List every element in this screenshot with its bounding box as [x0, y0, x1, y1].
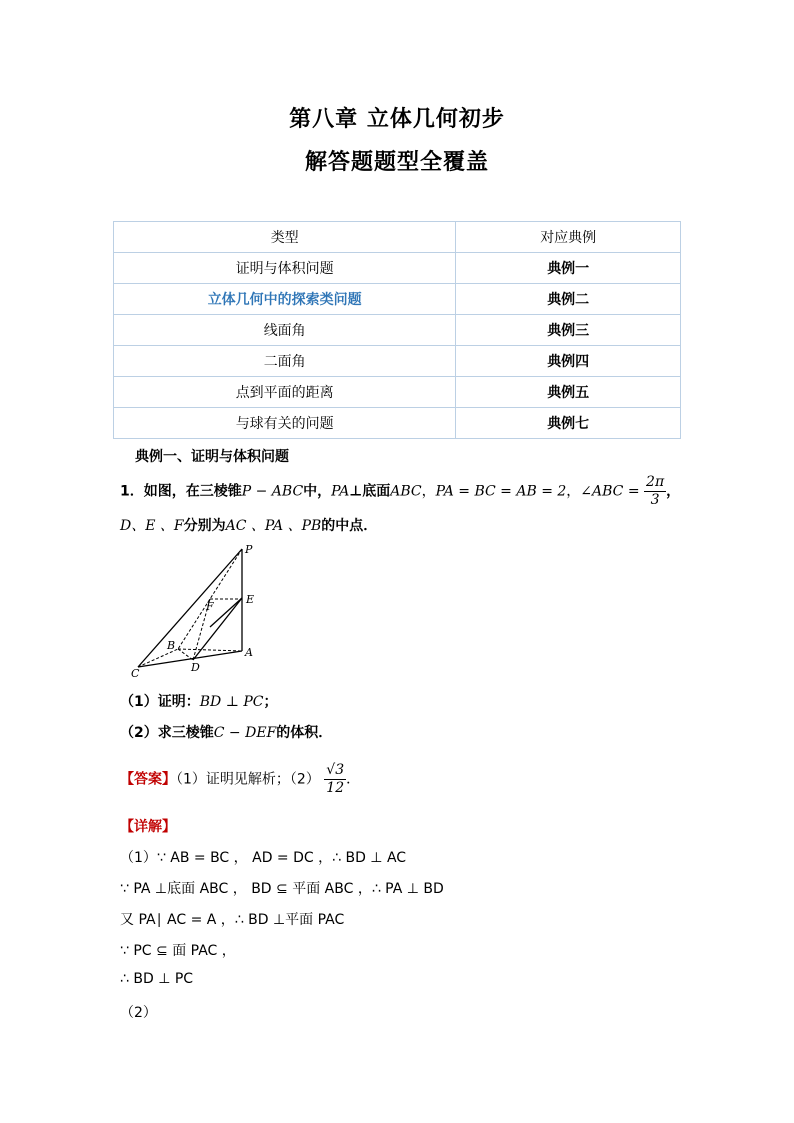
- edge-ba: [178, 649, 242, 651]
- separator: ，: [666, 483, 681, 500]
- detail-line: （2）: [120, 1005, 157, 1021]
- table-header-type: 类型: [114, 222, 456, 253]
- math-segments: AC 、PA 、PB: [225, 518, 322, 534]
- fraction-denominator: 3: [650, 492, 660, 508]
- table-row: [114, 315, 681, 346]
- problem-number: 1．: [120, 483, 144, 500]
- label-a: A: [245, 646, 253, 659]
- detail-tag: 【详解】: [120, 819, 176, 835]
- problem-text: 分别为: [183, 518, 226, 534]
- label-b: B: [167, 639, 176, 652]
- detail-line: （1）∵ AB = BC ， AD = DC ，∴ BD ⊥ AC: [120, 850, 407, 866]
- fraction-denominator: 12: [326, 780, 345, 796]
- label-f: F: [206, 600, 214, 613]
- table-cell-type: 二面角: [114, 346, 456, 377]
- detail-line: 又 PA∣ AC = A ，∴ BD ⊥平面 PAC: [120, 912, 345, 928]
- label-d: D: [191, 661, 200, 674]
- detail-line: ∵ PC ⊆ 面 PAC ，: [120, 943, 236, 959]
- table-cell-example: 典例一: [456, 253, 681, 284]
- math-expression: BD ⊥ PC: [199, 694, 264, 710]
- math-points: D、E 、F: [120, 518, 184, 534]
- question-label: （1）证明：: [120, 694, 200, 710]
- type-table: [113, 221, 681, 439]
- label-p: P: [245, 543, 253, 556]
- edge-bd: [178, 649, 193, 660]
- table-row: [114, 284, 681, 315]
- table-cell-example: 典例五: [456, 377, 681, 408]
- detail-line: ∵ PA ⊥底面 ABC ， BD ⊆ 平面 ABC ，∴ PA ⊥ BD: [120, 881, 444, 897]
- table-row: [114, 346, 681, 377]
- question-2: [120, 722, 332, 742]
- fraction-angle: [644, 474, 666, 509]
- table-cell-type: 点到平面的距离: [114, 377, 456, 408]
- math-abc: ABC: [390, 483, 422, 500]
- separator: ，: [421, 483, 436, 500]
- edge-ef: [210, 598, 242, 627]
- math-pa: PA: [331, 483, 350, 500]
- question-end: ；: [263, 694, 278, 710]
- label-c: C: [131, 667, 140, 680]
- fraction-numerator: √3: [326, 762, 345, 778]
- separator: ，: [566, 483, 581, 500]
- table-cell-example: 典例三: [456, 315, 681, 346]
- table-cell-example: 典例四: [456, 346, 681, 377]
- table-cell-type: 证明与体积问题: [114, 253, 456, 284]
- question-label: （2）求三棱锥: [120, 725, 214, 741]
- problem-statement-line2: [120, 515, 377, 535]
- math-angle: ∠ABC =: [580, 483, 640, 500]
- math-expression: C − DEF: [213, 725, 277, 741]
- problem-text: 的中点．: [321, 518, 378, 534]
- answer-text: （1）证明见解析；（2）: [176, 771, 320, 788]
- table-row: [114, 253, 681, 284]
- problem-text: 中，: [303, 483, 332, 500]
- question-1: [120, 691, 277, 711]
- problem-statement-line1: [120, 474, 680, 509]
- fraction-answer: [324, 762, 346, 797]
- math-pyramid: P − ABC: [241, 483, 304, 500]
- edge-ca: [138, 651, 242, 667]
- table-header-row: [114, 222, 681, 253]
- answer-tag: 【答案】: [120, 771, 176, 788]
- table-cell-example: 典例七: [456, 408, 681, 439]
- pyramid-figure: [128, 543, 268, 683]
- table-cell-example: 典例二: [456, 284, 681, 315]
- answer-end: ．: [346, 771, 361, 788]
- table-cell-type: 立体几何中的探索类问题: [114, 284, 456, 315]
- label-e: E: [246, 593, 255, 606]
- table-row: [114, 377, 681, 408]
- fraction-numerator: 2π: [646, 474, 665, 490]
- chapter-subtitle: 解答题题型全覆盖: [304, 149, 489, 175]
- math-lengths: PA = BC = AB = 2: [435, 483, 567, 500]
- answer-line: [120, 762, 360, 797]
- table-cell-type: 线面角: [114, 315, 456, 346]
- problem-text: ⊥底面: [349, 483, 391, 500]
- chapter-title: 第八章 立体几何初步: [289, 106, 505, 132]
- question-end: 的体积．: [276, 725, 333, 741]
- section-heading: 典例一、证明与体积问题: [135, 449, 289, 465]
- table-row: [114, 408, 681, 439]
- table-header-example: 对应典例: [456, 222, 681, 253]
- table-cell-type: 与球有关的问题: [114, 408, 456, 439]
- detail-line: ∴ BD ⊥ PC: [120, 971, 194, 987]
- problem-text: 如图，在三棱锥: [143, 483, 242, 500]
